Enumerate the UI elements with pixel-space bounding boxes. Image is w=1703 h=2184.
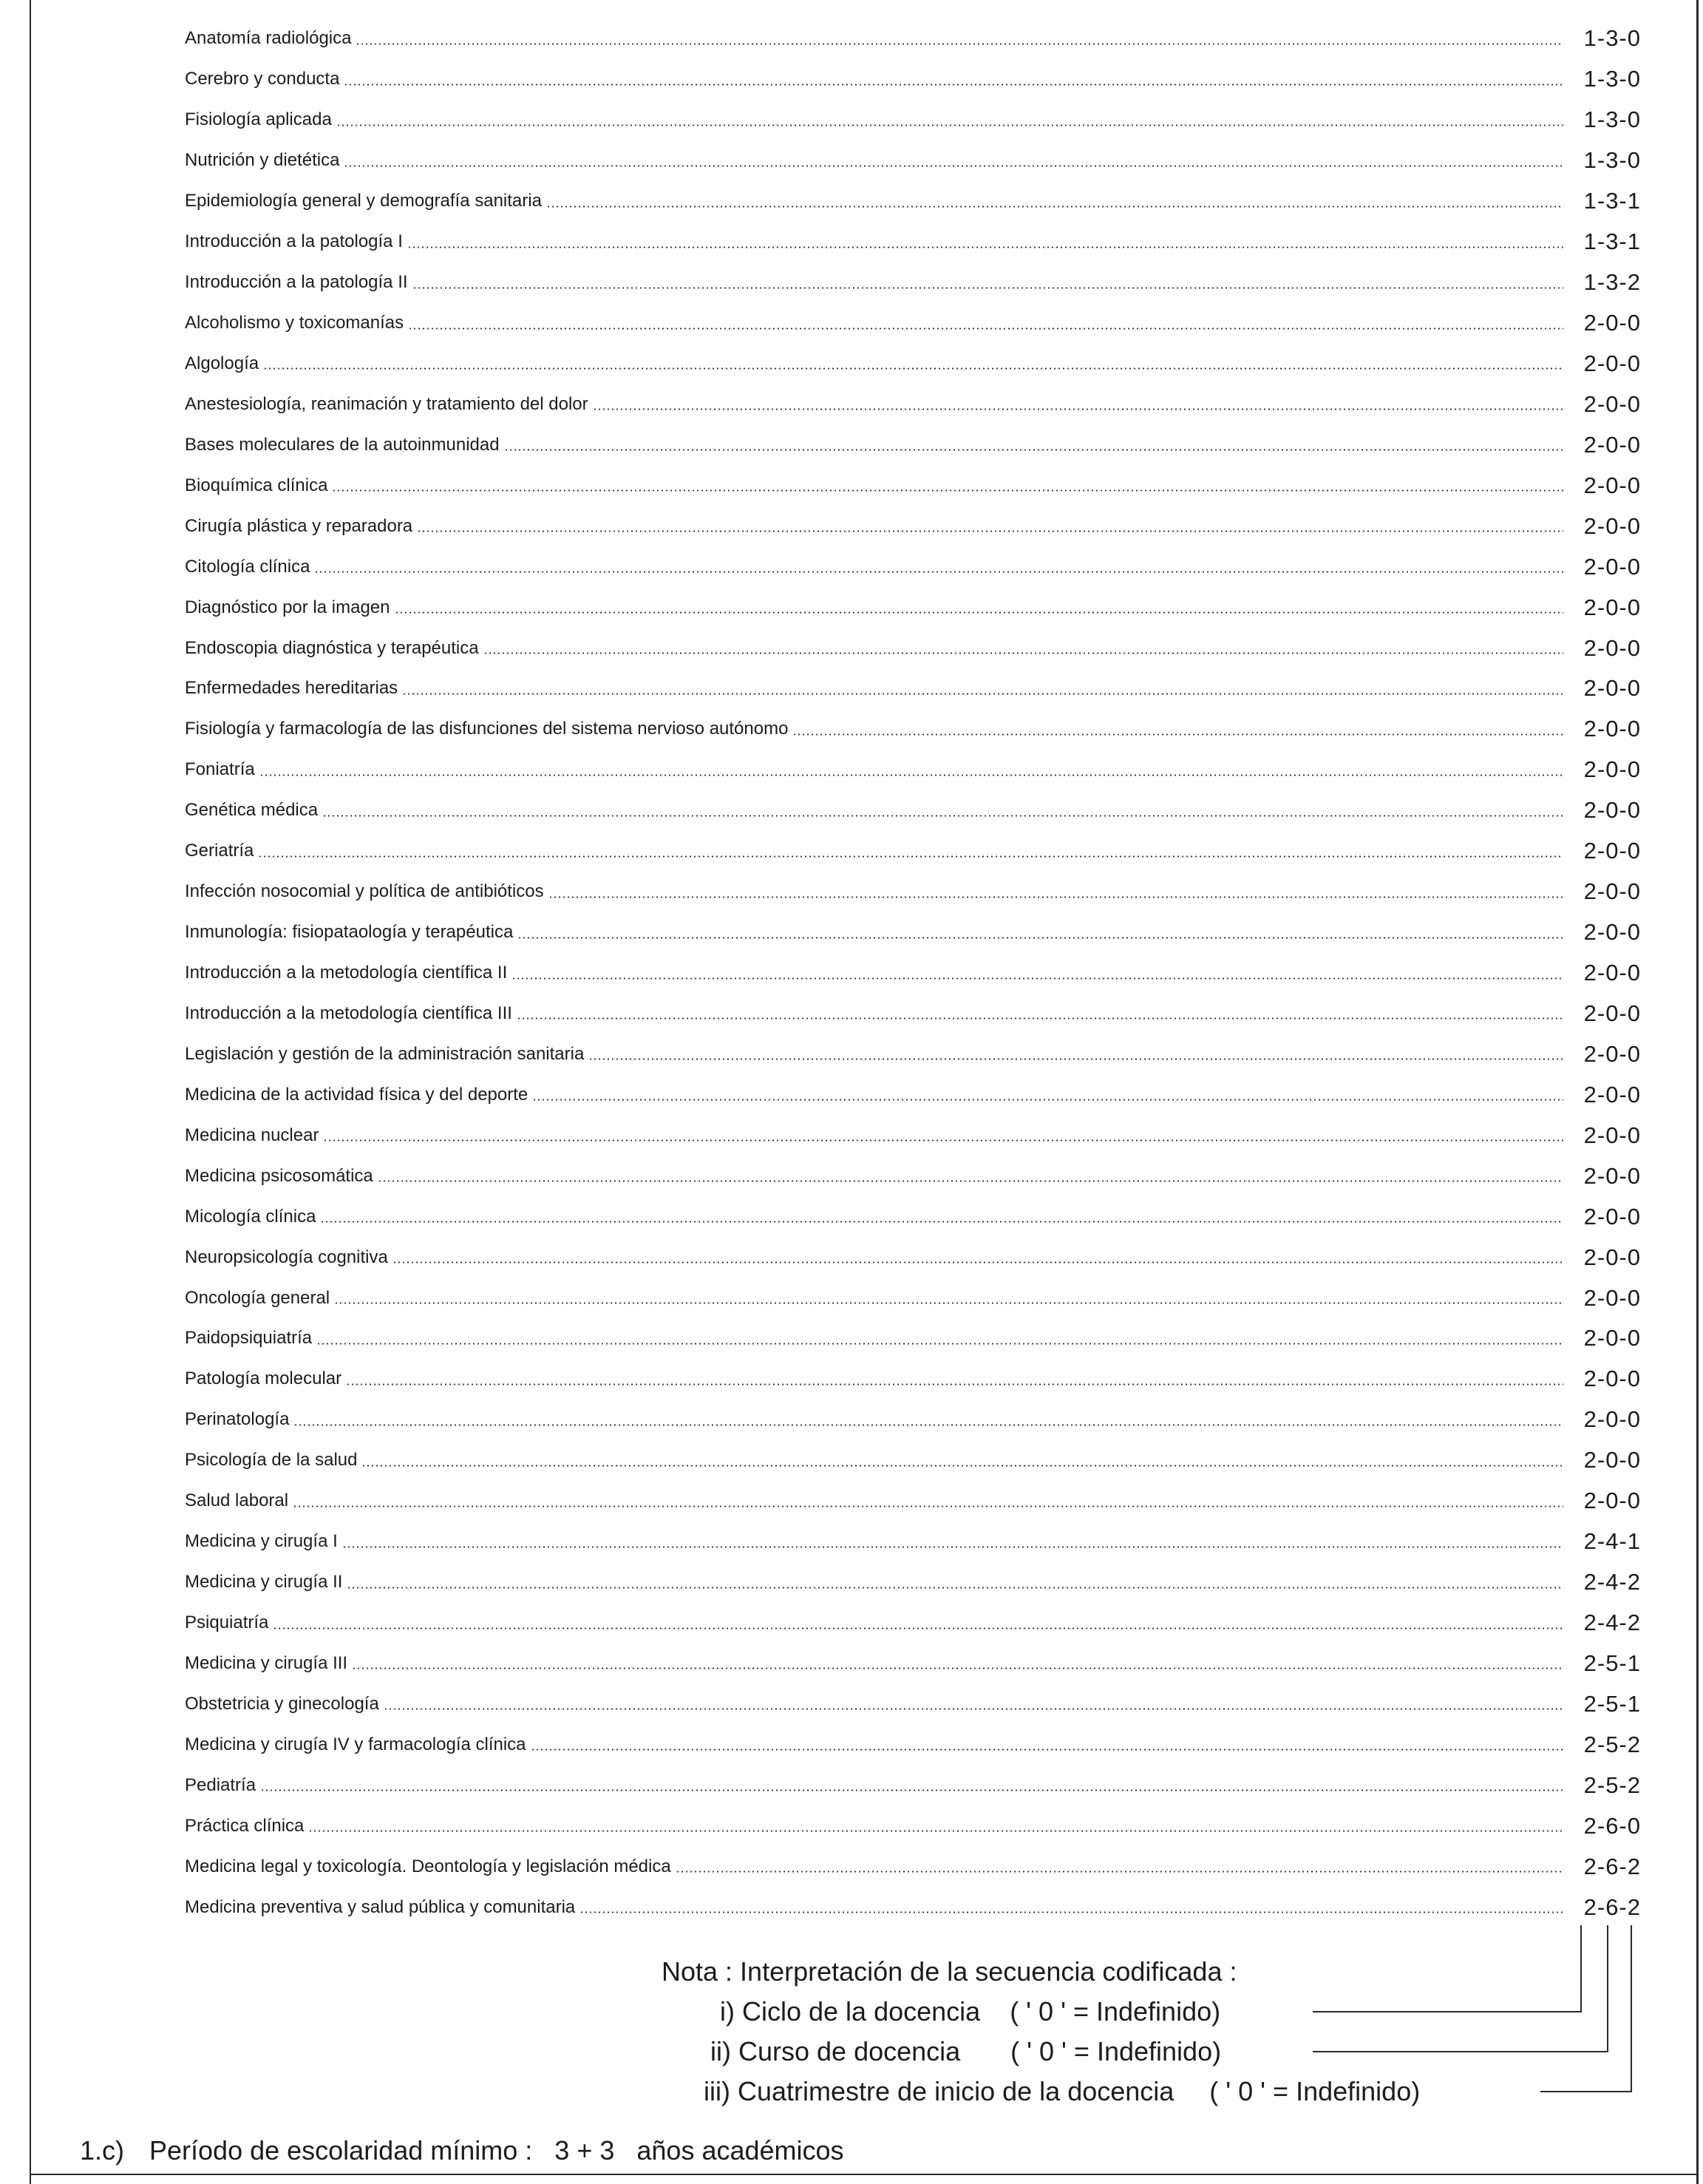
course-row [185,1115,1641,1156]
course-code: 2-0-0 [1583,675,1641,702]
course-row [185,18,1641,59]
course-name: Anatomía radiológica [185,28,352,49]
dot-leader [346,1383,1563,1386]
course-code: 2-0-0 [1583,919,1641,946]
dot-leader [412,287,1563,289]
course-row [185,1034,1641,1074]
course-name: Medicina y cirugía I [185,1531,338,1552]
course-code: 2-0-0 [1583,350,1641,376]
note-item-definition: ( ' 0 ' = Indefinido) [1209,2076,1421,2106]
note-item-definition: ( ' 0 ' = Indefinido) [1010,1996,1221,2027]
dot-leader [314,571,1563,573]
connector-cycle-vertical [1580,1925,1582,2011]
course-code: 1-3-0 [1583,147,1641,174]
course-row [185,1237,1641,1278]
course-code: 2-6-2 [1583,1893,1641,1920]
course-name: Obstetricia y ginecología [185,1693,379,1714]
course-row [185,872,1641,912]
course-name: Nutrición y dietética [185,150,340,171]
dot-leader [531,1749,1563,1751]
dot-leader [361,1465,1563,1467]
course-name: Medicina nuclear [185,1125,319,1145]
course-row [185,1481,1641,1522]
dot-leader [792,733,1563,736]
dot-leader [308,1830,1563,1832]
connector-term-vertical [1631,1925,1632,2091]
course-name: Anestesiología, reanimación y tratamiento del dolor [185,393,588,414]
course-row [185,668,1641,709]
course-code: 2-0-0 [1583,1122,1641,1148]
note-title: Nota : Interpretación de la secuencia codificada : [662,1956,1237,1987]
course-row [185,181,1641,222]
dot-leader [347,1587,1563,1589]
course-row [185,1074,1641,1115]
course-code: 2-0-0 [1583,797,1641,824]
connector-course-horizontal [1313,2051,1608,2052]
course-row [185,546,1641,587]
course-name: Algología [185,353,259,373]
course-code: 2-0-0 [1583,1447,1641,1473]
dot-leader [263,367,1563,370]
dot-leader [548,896,1563,898]
course-code: 2-0-0 [1583,1081,1641,1108]
course-code: 2-5-2 [1583,1771,1641,1798]
course-code: 2-0-0 [1583,390,1641,417]
course-code: 2-5-1 [1583,1690,1641,1717]
dot-leader [334,1302,1563,1304]
period-unit: años académicos [636,2135,844,2166]
course-name: Psiquiatría [185,1612,269,1633]
dot-leader [504,449,1563,451]
course-name: Diagnóstico por la imagen [185,597,390,617]
course-code: 2-5-1 [1583,1649,1641,1676]
dot-leader [332,489,1563,492]
course-row [185,1846,1641,1887]
course-code: 2-6-2 [1583,1853,1641,1879]
course-name: Medicina preventiva y salud pública y comunitaria [185,1896,576,1917]
course-name: Fisiología aplicada [185,109,332,130]
dot-leader [378,1180,1563,1182]
course-code: 2-4-2 [1583,1610,1641,1636]
course-name: Práctica clínica [185,1815,305,1836]
dot-leader [273,1627,1563,1629]
dot-leader [546,206,1563,208]
note-item-term [704,2076,1420,2107]
dot-leader [320,1221,1563,1223]
course-row [185,1278,1641,1318]
course-row [185,140,1641,181]
course-row [185,506,1641,546]
dot-leader [408,328,1563,330]
course-row [185,222,1641,262]
course-name: Alcoholismo y toxicomanías [185,313,404,333]
course-row [185,994,1641,1034]
dot-leader [395,611,1564,614]
dot-leader [356,43,1563,45]
dot-leader [323,1139,1563,1142]
course-code: 2-0-0 [1583,1366,1641,1392]
course-row [185,1805,1641,1846]
dot-leader [293,1505,1563,1508]
course-code: 2-0-0 [1583,1244,1641,1270]
dot-leader [259,774,1563,776]
course-code: 2-6-0 [1583,1812,1641,1839]
course-code: 2-0-0 [1583,878,1641,905]
dot-leader [258,855,1563,858]
course-name: Cirugía plástica y reparadora [185,515,413,536]
dot-leader [517,1017,1563,1020]
course-row [185,1440,1641,1481]
course-row [185,1724,1641,1765]
course-name: Bioquímica clínica [185,475,328,495]
course-name: Cerebro y conducta [185,69,340,89]
course-code: 2-5-2 [1583,1731,1641,1757]
dot-leader [260,1789,1563,1791]
dot-leader [593,408,1563,410]
note-item-label: i) Ciclo de la docencia [720,1996,981,2027]
course-code: 2-0-0 [1583,553,1641,580]
course-row [185,1603,1641,1644]
course-code: 1-3-2 [1583,269,1641,296]
course-name: Medicina y cirugía II [185,1572,343,1593]
course-row [185,587,1641,628]
course-code: 2-0-0 [1583,594,1641,620]
course-name: Medicina legal y toxicología. Deontología y legislación médica [185,1856,671,1876]
period-value: 3 + 3 [554,2135,615,2166]
course-name: Paidopsiquiatría [185,1328,313,1349]
course-name: Geriatría [185,841,254,861]
course-code: 2-0-0 [1583,1040,1641,1067]
course-code: 2-0-0 [1583,634,1641,661]
course-name: Medicina de la actividad física y del deporte [185,1084,528,1105]
course-row [185,424,1641,465]
period-label: Período de escolaridad mínimo : [149,2135,533,2166]
course-code: 2-0-0 [1583,1203,1641,1230]
dot-leader [588,1058,1563,1060]
course-row [185,953,1641,994]
dot-leader [344,84,1563,86]
dot-leader [676,1871,1563,1873]
course-code: 2-0-0 [1583,716,1641,742]
course-name: Neuropsicología cognitiva [185,1247,388,1267]
course-code: 1-3-0 [1583,106,1641,133]
course-code: 2-0-0 [1583,431,1641,458]
course-row [185,1562,1641,1603]
course-row [185,628,1641,668]
course-code: 2-0-0 [1583,1000,1641,1026]
dot-leader [316,1343,1563,1345]
course-name: Oncología general [185,1287,330,1308]
course-name: Enfermedades hereditarias [185,678,398,699]
course-name: Genética médica [185,800,319,821]
course-code: 2-0-0 [1583,472,1641,498]
course-code: 2-0-0 [1583,310,1641,336]
course-code: 2-0-0 [1583,1162,1641,1189]
course-row [185,1683,1641,1724]
dot-leader [407,246,1563,248]
course-name: Endoscopia diagnóstica y terapéutica [185,637,479,658]
course-name: Infección nosocomial y política de antibióticos [185,881,544,902]
course-code: 2-0-0 [1583,756,1641,783]
course-name: Introducción a la metodología científica II [185,963,508,983]
course-row [185,750,1641,790]
dot-leader [342,1546,1563,1548]
dot-leader [384,1708,1563,1710]
dot-leader [392,1261,1563,1264]
section-number: 1.c) [80,2135,125,2166]
course-name: Inmunología: fisiopataología y terapéutica [185,922,514,943]
course-name: Medicina psicosomática [185,1165,373,1186]
course-code: 2-0-0 [1583,960,1641,986]
bottom-rule [30,2174,1699,2175]
note-item-label: ii) Curso de docencia [710,2036,961,2066]
course-row [185,262,1641,303]
dot-leader [322,815,1563,817]
course-name: Medicina y cirugía IV y farmacología clínica [185,1734,526,1754]
course-row [185,100,1641,140]
course-code: 2-0-0 [1583,1488,1641,1514]
course-code: 1-3-0 [1583,25,1641,52]
course-row [185,1196,1641,1237]
course-row [185,790,1641,831]
course-row [185,465,1641,506]
course-row [185,59,1641,100]
course-row [185,912,1641,953]
dot-leader [483,652,1563,654]
course-row [185,1522,1641,1562]
note-item-cycle [720,1996,1220,2027]
course-name: Introducción a la metodología científica III [185,1003,512,1023]
course-code: 2-0-0 [1583,1406,1641,1433]
course-name: Foniatría [185,759,255,780]
course-code: 2-0-0 [1583,1284,1641,1311]
dot-leader [517,937,1563,939]
dot-leader [511,977,1563,980]
dot-leader [293,1424,1563,1426]
course-row [185,709,1641,750]
course-name: Bases moleculares de la autoinmunidad [185,434,500,455]
course-code: 2-0-0 [1583,838,1641,864]
course-name: Medicina y cirugía III [185,1652,348,1673]
course-name: Fisiología y farmacología de las disfunciones del sistema nervioso autónomo [185,719,789,739]
dot-leader [402,693,1563,695]
course-row [185,1644,1641,1684]
course-row [185,1359,1641,1400]
connector-course-vertical [1607,1925,1608,2051]
dot-leader [579,1911,1563,1913]
dot-leader [344,165,1563,167]
course-row [185,1318,1641,1359]
course-row [185,344,1641,384]
course-name: Epidemiología general y demografía sanitaria [185,191,542,211]
course-list [185,18,1641,1927]
course-code: 2-4-2 [1583,1569,1641,1595]
course-row [185,1887,1641,1927]
dot-leader [417,530,1563,532]
note-item-definition: ( ' 0 ' = Indefinido) [1010,2036,1222,2066]
course-name: Perinatología [185,1409,290,1430]
course-name: Introducción a la patología I [185,231,403,252]
course-name: Salud laboral [185,1491,289,1511]
course-name: Legislación y gestión de la administración sanitaria [185,1043,585,1064]
course-row [185,1765,1641,1805]
connector-term-horizontal [1540,2091,1632,2092]
note-item-course [710,2036,1221,2067]
course-row [185,303,1641,344]
minimum-schooling-period [80,2135,844,2166]
dot-leader [532,1099,1563,1101]
course-code: 2-0-0 [1583,1325,1641,1352]
connector-cycle-horizontal [1313,2011,1582,2012]
course-code: 2-4-1 [1583,1528,1641,1555]
note-item-label: iii) Cuatrimestre de inicio de la docencia [704,2076,1175,2106]
dot-leader [352,1667,1563,1669]
course-name: Citología clínica [185,556,310,577]
course-code: 1-3-0 [1583,66,1641,92]
course-name: Psicología de la salud [185,1450,358,1471]
course-row [185,1156,1641,1196]
course-name: Micología clínica [185,1206,316,1227]
course-name: Pediatría [185,1774,256,1795]
course-name: Patología molecular [185,1369,342,1389]
course-code: 1-3-1 [1583,228,1641,255]
course-name: Introducción a la patología II [185,272,408,293]
dot-leader [336,124,1563,126]
course-row [185,831,1641,872]
course-code: 2-0-0 [1583,512,1641,539]
course-row [185,1400,1641,1440]
course-code: 1-3-1 [1583,188,1641,214]
course-row [185,384,1641,424]
